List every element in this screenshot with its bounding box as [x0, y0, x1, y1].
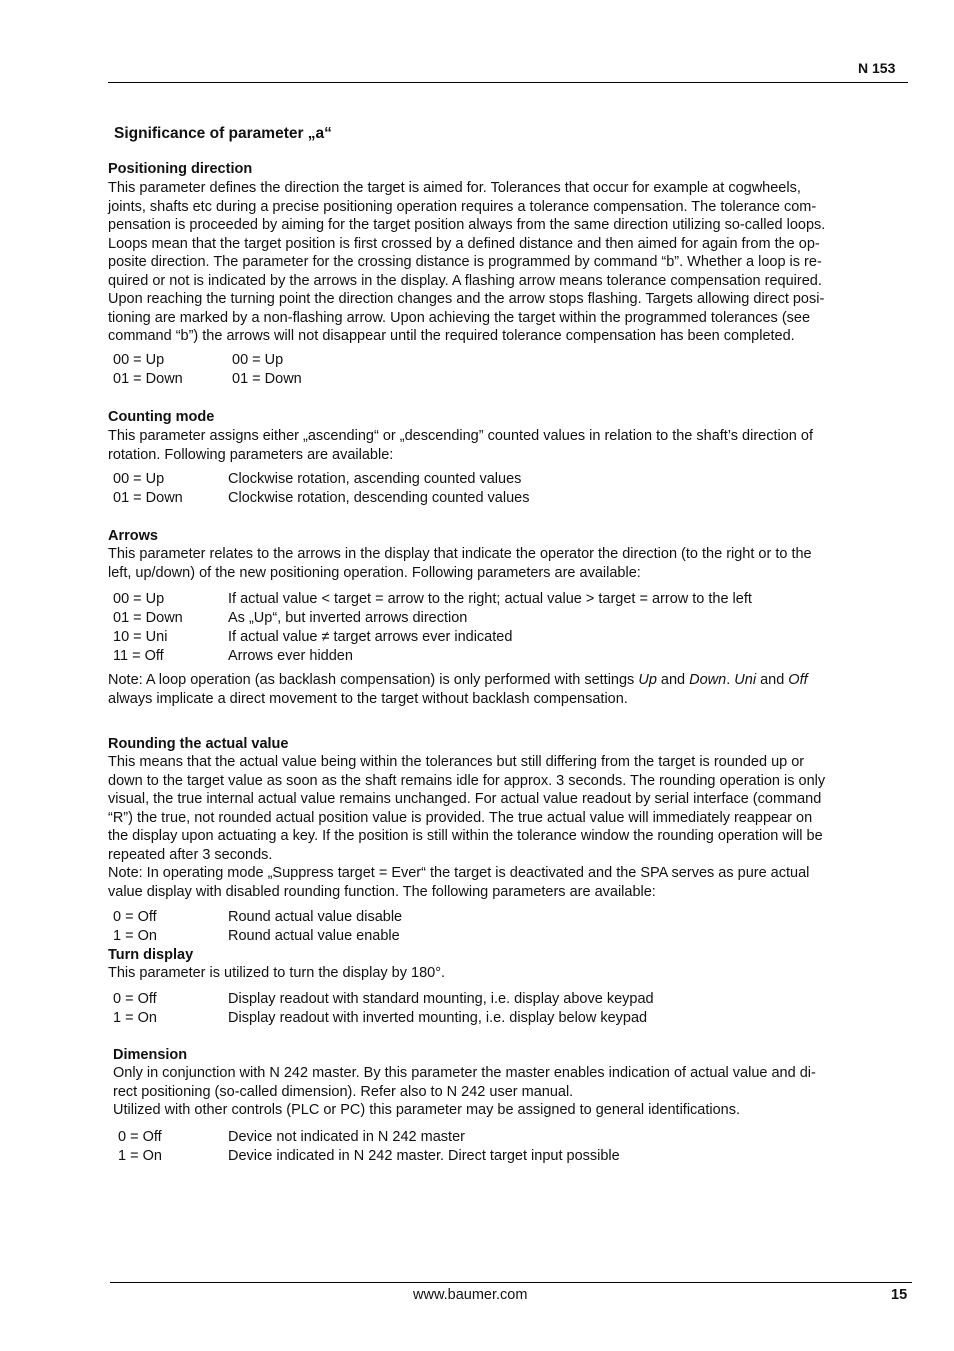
- option-row: [113, 1009, 654, 1028]
- header-divider: [108, 82, 908, 83]
- note-text: .: [726, 672, 735, 688]
- option-desc: If actual value ≠ target arrows ever indicated: [228, 629, 513, 645]
- option-desc: Device indicated in N 242 master. Direct target input possible: [228, 1148, 620, 1164]
- option-desc: Device not indicated in N 242 master: [228, 1129, 465, 1145]
- option-key: 1 = On: [113, 928, 157, 944]
- dimension-text: [113, 1064, 911, 1120]
- option-key: 0 = Off: [113, 991, 157, 1007]
- turn-options: [113, 990, 654, 1028]
- text-line: repeated after 3 seconds.: [108, 846, 273, 863]
- option-row: [118, 1128, 620, 1147]
- note-emph: Down: [689, 672, 727, 688]
- option-row: [113, 590, 752, 609]
- page-title: Significance of parameter „a“: [114, 125, 332, 142]
- text-line: Note: In operating mode „Suppress target = Ever“ the target is deactivated and the SPA serves as pure actual: [108, 865, 810, 881]
- option-desc: 01 = Down: [232, 371, 302, 387]
- option-desc: Round actual value enable: [228, 928, 400, 944]
- option-key: 10 = Uni: [113, 629, 168, 645]
- option-row: [113, 647, 752, 666]
- text-line: value display with disabled rounding function. The following parameters are available:: [108, 883, 656, 900]
- positioning-text: [108, 179, 906, 346]
- option-row: [113, 370, 302, 389]
- option-key: 00 = Up: [113, 591, 165, 607]
- counting-text: [108, 427, 906, 464]
- option-key: 00 = Up: [113, 471, 165, 487]
- rounding-heading: Rounding the actual value: [108, 736, 289, 752]
- text-line: joints, shafts etc during a precise positioning operation requires a tolerance compensation. The tolerance com-: [108, 198, 817, 215]
- note-emph: Off: [788, 672, 808, 688]
- option-desc: Display readout with inverted mounting, i.e. display below keypad: [228, 1010, 648, 1026]
- text-line: rotation. Following parameters are available:: [108, 446, 394, 463]
- text-line: “R”) the true, not rounded actual position value is provided. The true actual value will immediately reappear on: [108, 809, 813, 826]
- text-line: left, up/down) of the new positioning operation. Following parameters are available:: [108, 564, 641, 581]
- text-line: posite direction. The parameter for the crossing distance is programmed by command “b”. Whether a loop is re-: [108, 254, 822, 270]
- positioning-heading: Positioning direction: [108, 161, 253, 177]
- text-line: quired or not is indicated by the arrows in the display. A flashing arrow means tolerance compensation required.: [108, 272, 822, 289]
- option-key: 1 = On: [113, 1010, 157, 1026]
- option-desc: If actual value < target = arrow to the right; actual value > target = arrow to the left: [228, 591, 752, 607]
- turn-text: [108, 964, 906, 983]
- text-line: down to the target value as soon as the shaft remains idle for approx. 3 seconds. The rounding operation is only: [108, 772, 826, 789]
- note-text: and: [756, 672, 789, 688]
- option-row: [113, 489, 529, 508]
- text-line: This parameter relates to the arrows in the display that indicate the operator the direction (to the right or to the: [108, 546, 812, 562]
- option-key: 01 = Down: [113, 490, 183, 506]
- option-row: [118, 1147, 620, 1166]
- turn-heading: Turn display: [108, 947, 194, 963]
- option-row: [113, 908, 402, 927]
- option-key: 01 = Down: [113, 371, 183, 387]
- counting-options: [113, 470, 529, 508]
- option-desc: Round actual value disable: [228, 909, 403, 925]
- text-line: Utilized with other controls (PLC or PC) this parameter may be assigned to general identifications.: [113, 1102, 741, 1118]
- text-line: Only in conjunction with N 242 master. By this parameter the master enables indication of actual value and di-: [113, 1065, 816, 1081]
- note-text: and: [656, 672, 690, 688]
- option-row: [113, 628, 752, 647]
- option-row: [113, 609, 752, 628]
- text-line: This parameter is utilized to turn the display by 180°.: [108, 965, 446, 981]
- dimension-options: [118, 1128, 620, 1166]
- option-desc: Display readout with standard mounting, i.e. display above keypad: [228, 991, 654, 1007]
- page-number: 15: [891, 1287, 908, 1303]
- note-text: Note: A loop operation (as backlash compensation) is only performed with settings: [108, 672, 639, 688]
- rounding-text: [108, 753, 906, 901]
- text-line: This parameter assigns either „ascending“ or „descending” counted values in relation to the shaft’s direction of: [108, 428, 813, 444]
- option-key: 01 = Down: [113, 610, 183, 626]
- text-line: command “b”) the arrows will not disappear until the required tolerance compensation has been completed.: [108, 328, 795, 344]
- text-line: the display upon actuating a key. If the position is still within the tolerance window the rounding operation will be: [108, 828, 823, 844]
- text-line: rect positioning (so-called dimension). Refer also to N 242 user manual.: [113, 1083, 574, 1100]
- footer-url: www.baumer.com: [413, 1287, 528, 1303]
- text-line: pensation is proceeded by aiming for the target position always from the same direction utilizing so-called loops.: [108, 217, 826, 233]
- note-line: always implicate a direct movement to the target without backlash compensation.: [108, 690, 628, 707]
- note-line: [108, 671, 906, 690]
- document-code: N 153: [858, 60, 896, 76]
- text-line: tioning are marked by a non-flashing arrow. Upon achieving the target within the programmed tolerances (see: [108, 309, 811, 326]
- text-line: Loops mean that the target position is first crossed by a defined distance and then aimed for again from the op-: [108, 235, 820, 252]
- option-key: 1 = On: [118, 1148, 162, 1164]
- text-line: This parameter defines the direction the target is aimed for. Tolerances that occur for example at cogwheels,: [108, 180, 801, 196]
- option-key: 00 = Up: [113, 352, 165, 368]
- text-line: Upon reaching the turning point the direction changes and the arrow stops flashing. Targets allowing direct posi-: [108, 291, 825, 307]
- counting-heading: Counting mode: [108, 409, 215, 425]
- option-row: [113, 927, 402, 946]
- option-row: [113, 990, 654, 1009]
- option-desc: Arrows ever hidden: [228, 648, 353, 664]
- note-emph: Up: [638, 672, 657, 688]
- positioning-options: [113, 351, 302, 389]
- arrows-text: [108, 545, 906, 582]
- option-key: 0 = Off: [118, 1129, 162, 1145]
- note-emph: Uni: [734, 672, 757, 688]
- text-line: visual, the true internal actual value remains unchanged. For actual value readout by serial interface (command: [108, 791, 822, 807]
- option-desc: As „Up“, but inverted arrows direction: [228, 610, 468, 626]
- option-desc: Clockwise rotation, ascending counted values: [228, 471, 522, 487]
- option-row: [113, 351, 302, 370]
- option-row: [113, 470, 529, 489]
- arrows-heading: Arrows: [108, 528, 158, 544]
- option-desc: Clockwise rotation, descending counted values: [228, 490, 530, 506]
- rounding-options: [113, 908, 402, 946]
- footer-divider: [110, 1282, 912, 1283]
- option-key: 0 = Off: [113, 909, 157, 925]
- arrows-options: [113, 590, 752, 666]
- option-key: 11 = Off: [113, 648, 164, 664]
- option-desc: 00 = Up: [232, 352, 284, 368]
- arrows-note: [108, 671, 906, 708]
- text-line: This means that the actual value being within the tolerances but still differing from the target is rounded up or: [108, 754, 805, 770]
- dimension-heading: Dimension: [113, 1047, 188, 1063]
